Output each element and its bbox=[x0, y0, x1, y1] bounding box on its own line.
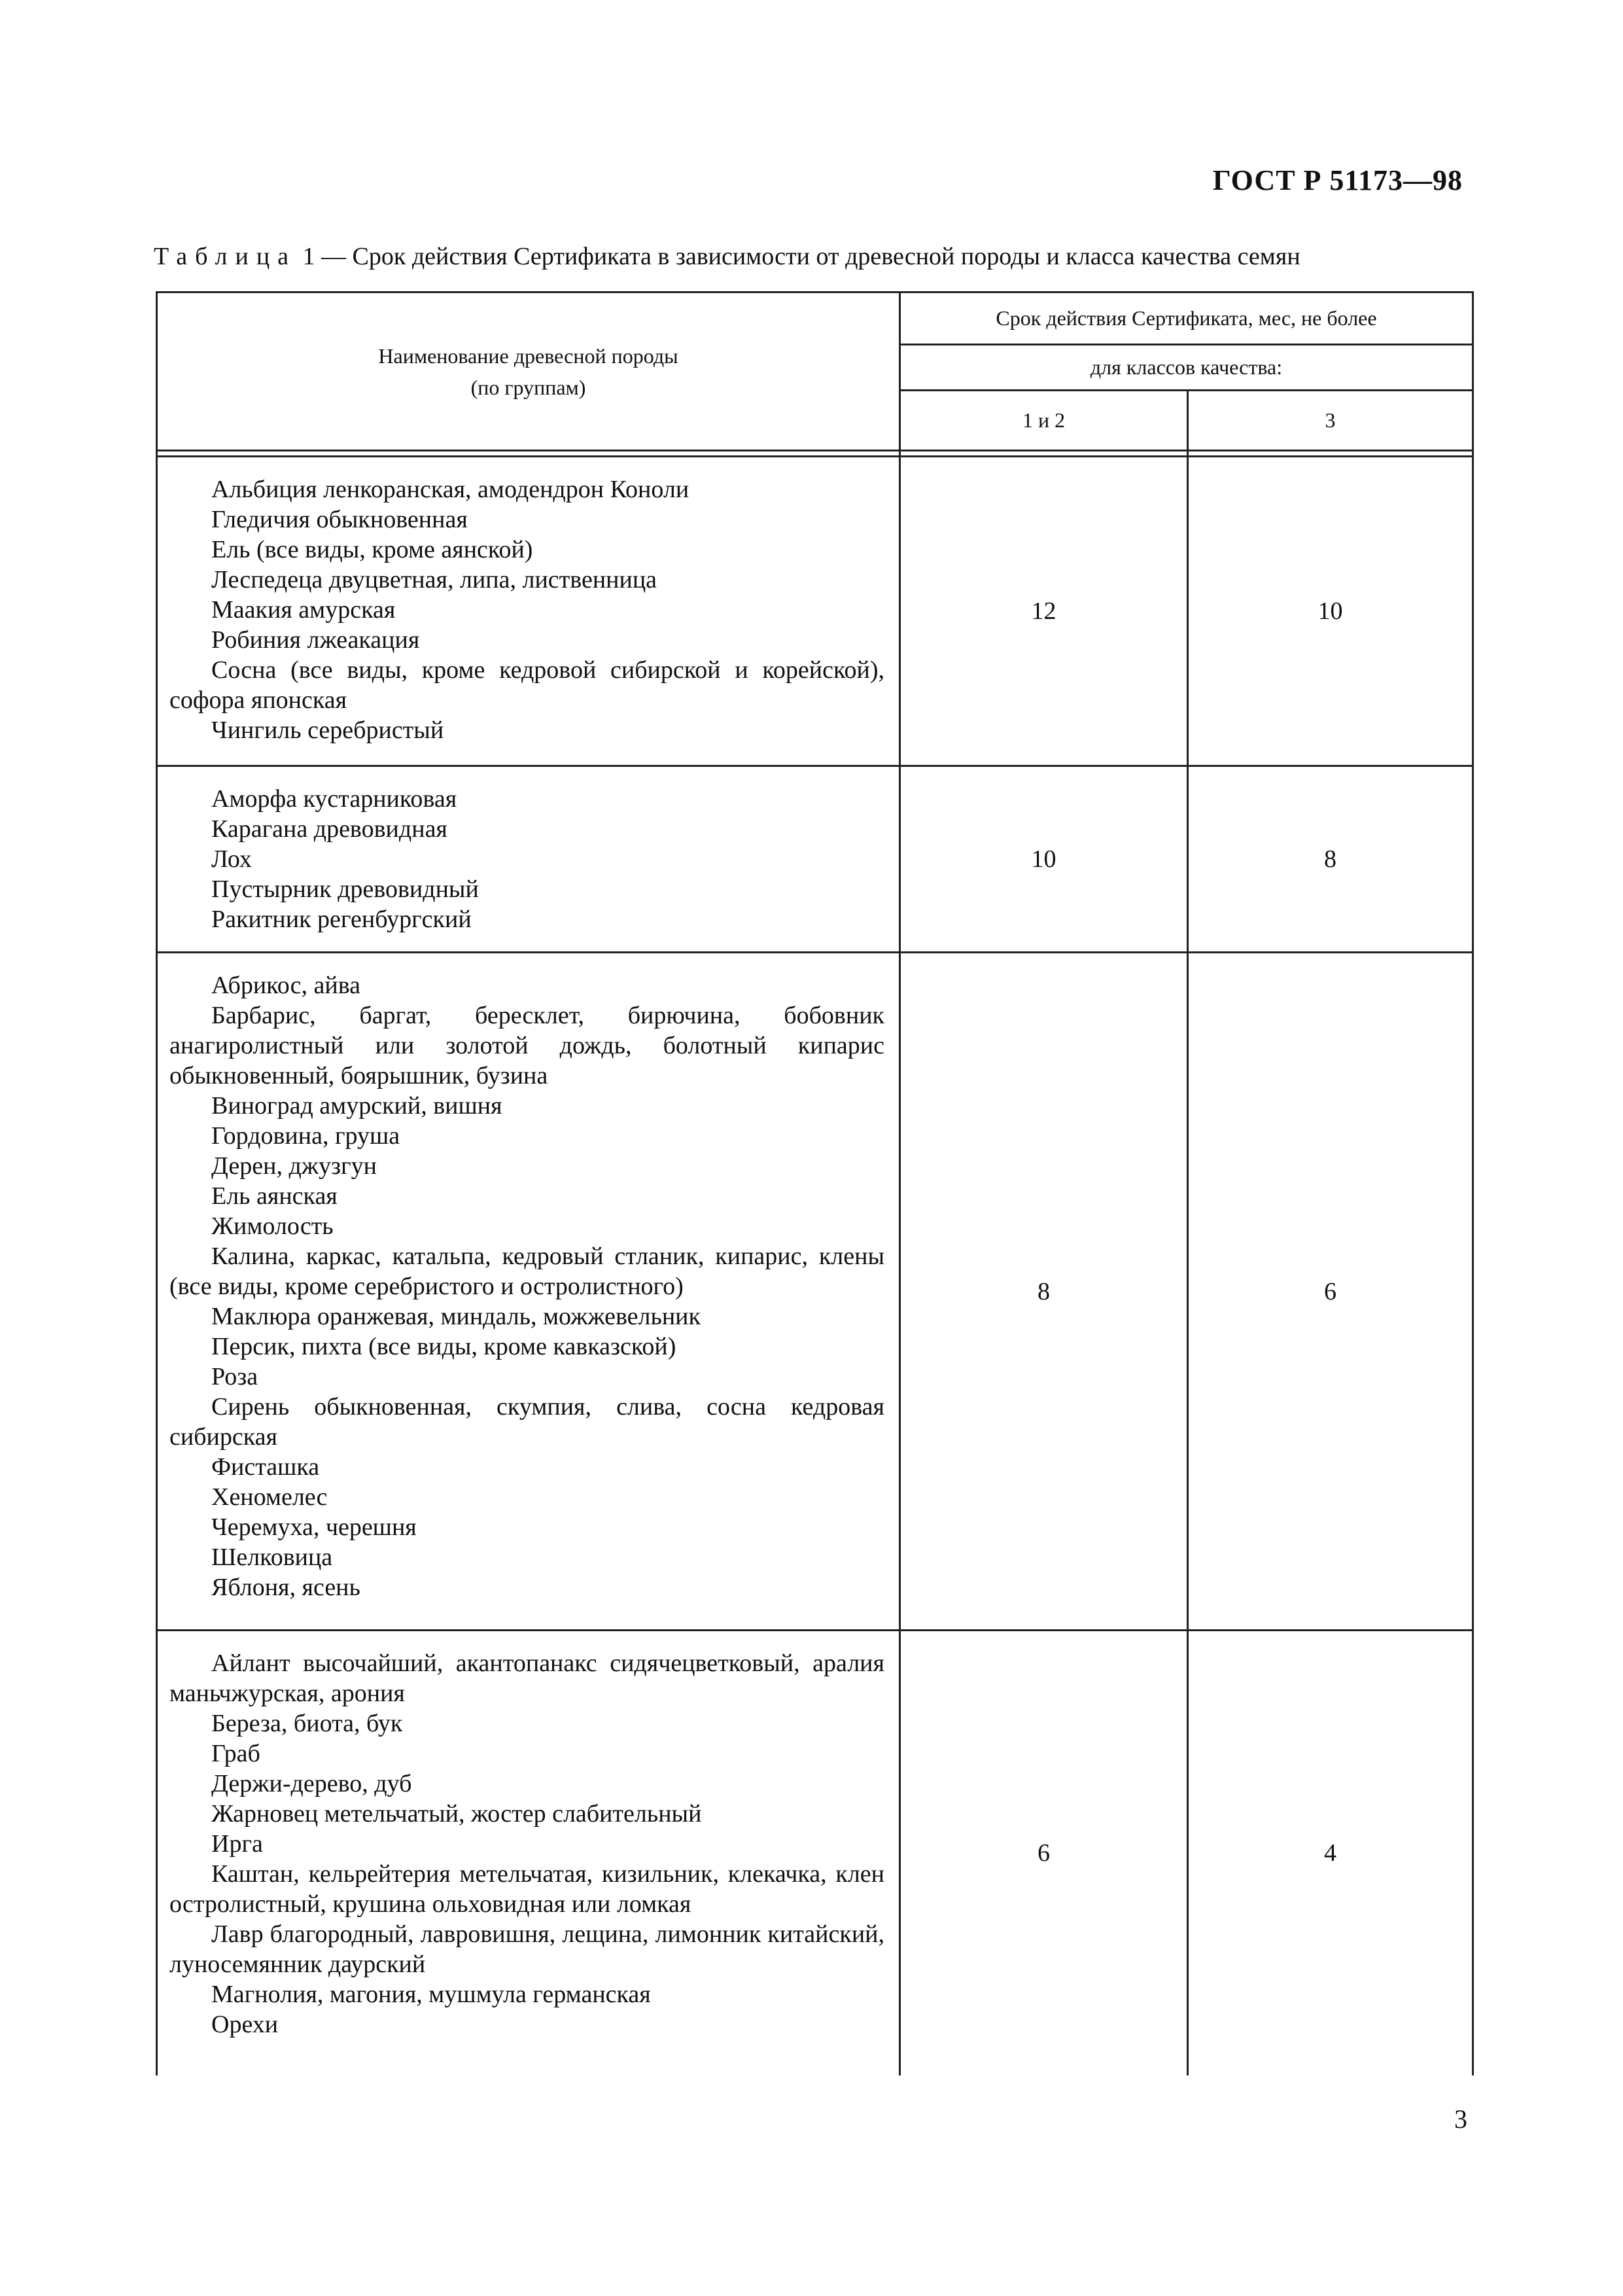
species-entry: Маакия амурская bbox=[211, 596, 396, 624]
species-entry: Черемуха, черешня bbox=[211, 1513, 417, 1541]
table-caption-text: 1 — Срок действия Сертификата в зависимости от древесной породы и класса качества семян bbox=[302, 243, 1300, 270]
header-separator bbox=[157, 451, 1473, 457]
species-entry: Виноград амурский, вишня bbox=[211, 1092, 502, 1120]
species-entry: Карагана древовидная bbox=[211, 815, 447, 843]
header-quality-classes: для классов качества: bbox=[900, 345, 1473, 391]
species-group-1 bbox=[157, 457, 900, 766]
species-entry: Магнолия, магония, мушмула германская bbox=[211, 1981, 651, 2008]
species-entry: Барбарис, баргат, бересклет, бирючина, бобовник анагиролистный или золотой дождь, болотный кипарис обыкновенный, боярышник, бузина bbox=[169, 1002, 884, 1089]
species-entry: Пустырник древовидный bbox=[211, 875, 479, 903]
species-entry: Лавр благородный, лавровишня, лещина, лимонник китайский, луносемянник даурский bbox=[169, 1920, 884, 1978]
document-code: ГОСТ Р 51173—98 bbox=[1212, 164, 1463, 196]
species-entry: Дерен, джузгун bbox=[211, 1152, 377, 1180]
species-entry: Береза, биота, бук bbox=[211, 1710, 403, 1737]
species-entry: Абрикос, айва bbox=[211, 972, 361, 999]
header-species-name-line1: Наименование древесной породы bbox=[378, 344, 678, 368]
table-row bbox=[157, 1631, 1473, 2075]
term-class-1-2: 12 bbox=[900, 457, 1188, 766]
species-entry: Маклюра оранжевая, миндаль, можжевельник bbox=[211, 1303, 701, 1330]
species-entry: Держи-дерево, дуб bbox=[211, 1770, 412, 1797]
species-group-4 bbox=[157, 1631, 900, 2075]
species-entry: Леспедеца двуцветная, липа, лиственница bbox=[211, 566, 657, 593]
page-number: 3 bbox=[1454, 2104, 1467, 2134]
species-entry: Робиния лжеакация bbox=[211, 626, 420, 654]
header-class-1-2: 1 и 2 bbox=[900, 391, 1188, 451]
table-row bbox=[157, 953, 1473, 1631]
species-entry: Чингиль серебристый bbox=[211, 716, 444, 744]
species-entry: Аморфа кустарниковая bbox=[211, 785, 457, 813]
term-class-3: 4 bbox=[1188, 1631, 1473, 2075]
species-entry: Фисташка bbox=[211, 1453, 320, 1481]
term-class-3: 8 bbox=[1188, 766, 1473, 953]
header-species-name bbox=[157, 292, 900, 451]
species-group-3 bbox=[157, 953, 900, 1631]
table-caption bbox=[154, 242, 1469, 271]
species-entry: Ель (все виды, кроме аянской) bbox=[211, 536, 533, 563]
table-caption-label: Таблица bbox=[154, 243, 297, 270]
species-entry: Ракитник регенбургский bbox=[211, 906, 472, 933]
species-entry: Хеномелес bbox=[211, 1483, 328, 1511]
term-class-3: 10 bbox=[1188, 457, 1473, 766]
species-entry: Калина, каркас, катальпа, кедровый стланик, кипарис, клены (все виды, кроме серебристого и остролистного) bbox=[169, 1243, 884, 1300]
species-entry: Орехи bbox=[211, 2011, 279, 2038]
species-group-2 bbox=[157, 766, 900, 953]
species-entry: Жарновец метельчатый, жостер слабительный bbox=[211, 1800, 702, 1828]
species-certificate-table bbox=[156, 291, 1474, 2075]
species-entry: Сосна (все виды, кроме кедровой сибирской и корейской), софора японская bbox=[169, 656, 884, 714]
term-class-3: 6 bbox=[1188, 953, 1473, 1631]
term-class-1-2: 6 bbox=[900, 1631, 1188, 2075]
species-entry: Гордовина, груша bbox=[211, 1122, 400, 1150]
species-entry: Альбиция ленкоранская, амодендрон Коноли bbox=[211, 476, 689, 503]
species-entry: Яблоня, ясень bbox=[211, 1574, 360, 1601]
species-entry: Сирень обыкновенная, скумпия, слива, сосна кедровая сибирская bbox=[169, 1393, 884, 1451]
term-class-1-2: 8 bbox=[900, 953, 1188, 1631]
species-entry: Ирга bbox=[211, 1830, 263, 1858]
species-entry: Жимолость bbox=[211, 1212, 334, 1240]
species-entry: Персик, пихта (все виды, кроме кавказской) bbox=[211, 1333, 676, 1360]
header-class-3: 3 bbox=[1188, 391, 1473, 451]
table-row bbox=[157, 766, 1473, 953]
header-species-name-line2: (по группам) bbox=[470, 375, 586, 399]
species-entry: Гледичия обыкновенная bbox=[211, 506, 468, 533]
species-entry: Айлант высочайший, акантопанакс сидячецветковый, аралия маньчжурская, арония bbox=[169, 1650, 884, 1707]
species-entry: Роза bbox=[211, 1363, 258, 1390]
header-certificate-term: Срок действия Сертификата, мес, не более bbox=[900, 292, 1473, 345]
species-entry: Шелковица bbox=[211, 1544, 333, 1571]
species-entry: Лох bbox=[211, 845, 252, 873]
species-entry: Каштан, кельрейтерия метельчатая, кизильник, клекачка, клен остролистный, крушина ольховидная или ломкая bbox=[169, 1860, 884, 1918]
table-row bbox=[157, 457, 1473, 766]
species-entry: Ель аянская bbox=[211, 1182, 338, 1210]
species-entry: Граб bbox=[211, 1740, 260, 1767]
term-class-1-2: 10 bbox=[900, 766, 1188, 953]
